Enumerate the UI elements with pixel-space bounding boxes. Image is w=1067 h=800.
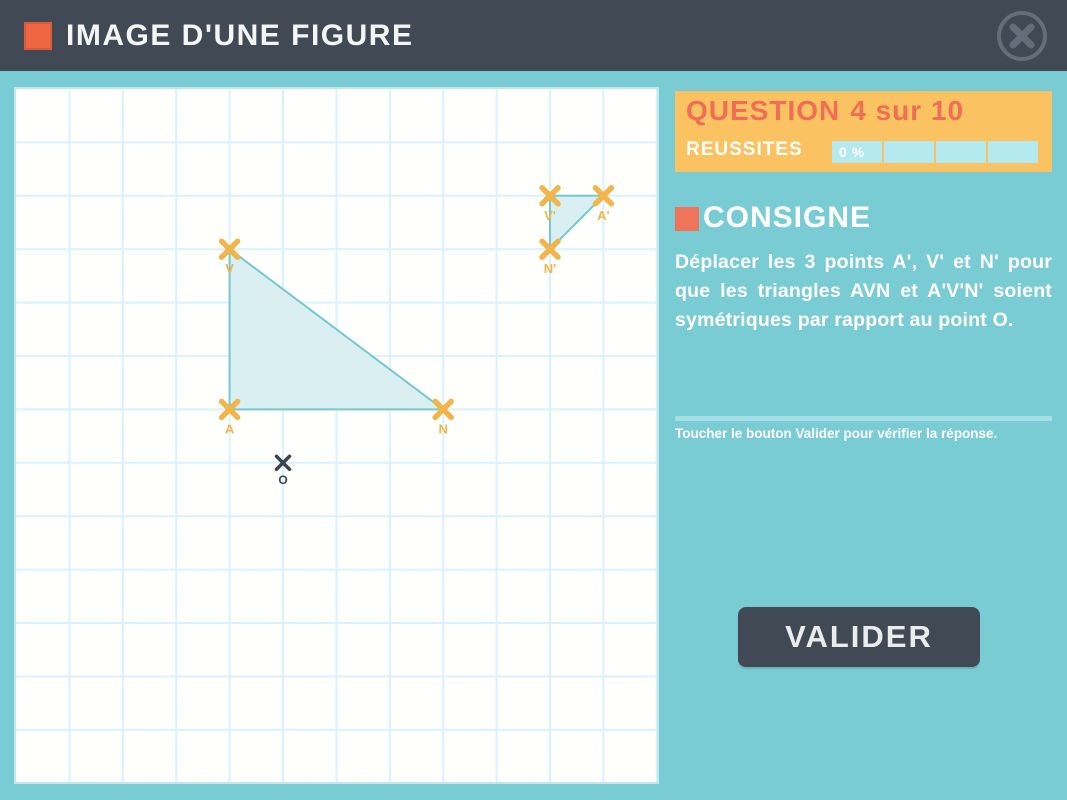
consigne-header [675, 201, 871, 235]
question-label: QUESTION [686, 95, 841, 126]
question-number: 4 sur 10 [850, 95, 965, 126]
progress-segment [936, 141, 986, 163]
reussites-label: REUSSITES [686, 139, 803, 160]
section-divider [675, 416, 1052, 421]
point-label-A: A [224, 421, 235, 437]
close-icon [995, 9, 1049, 63]
close-button[interactable] [995, 9, 1049, 63]
point-label-N': N' [543, 261, 557, 277]
consigne-accent-square [675, 207, 699, 231]
validate-button[interactable]: VALIDER [738, 607, 980, 667]
point-label-V': V' [544, 207, 556, 223]
title-bar [0, 0, 1067, 71]
app-accent-square [24, 22, 52, 50]
geometry-board [16, 89, 657, 782]
instruction-text: Déplacer les 3 points A', V' et N' pour que les triangles AVN et A'V'N' soient symétriques par rapport au point O. [675, 251, 1052, 331]
progress-segment [832, 141, 882, 163]
helper-text: Toucher le bouton Valider pour vérifier la réponse. [675, 426, 998, 441]
progress-percent: 0 % [839, 144, 865, 160]
question-title [686, 95, 964, 127]
point-label-A': A' [597, 207, 610, 223]
question-box [675, 91, 1052, 172]
progress-bar [832, 141, 1038, 163]
progress-segment [988, 141, 1038, 163]
page-title: IMAGE D'UNE FIGURE [66, 18, 414, 52]
consigne-heading: CONSIGNE [703, 201, 872, 234]
progress-segment [884, 141, 934, 163]
point-label-V: V [225, 261, 234, 277]
center-point-label: O [278, 472, 288, 487]
geometry-canvas [16, 89, 657, 782]
side-panel [675, 91, 1052, 791]
point-label-N: N [438, 421, 448, 437]
